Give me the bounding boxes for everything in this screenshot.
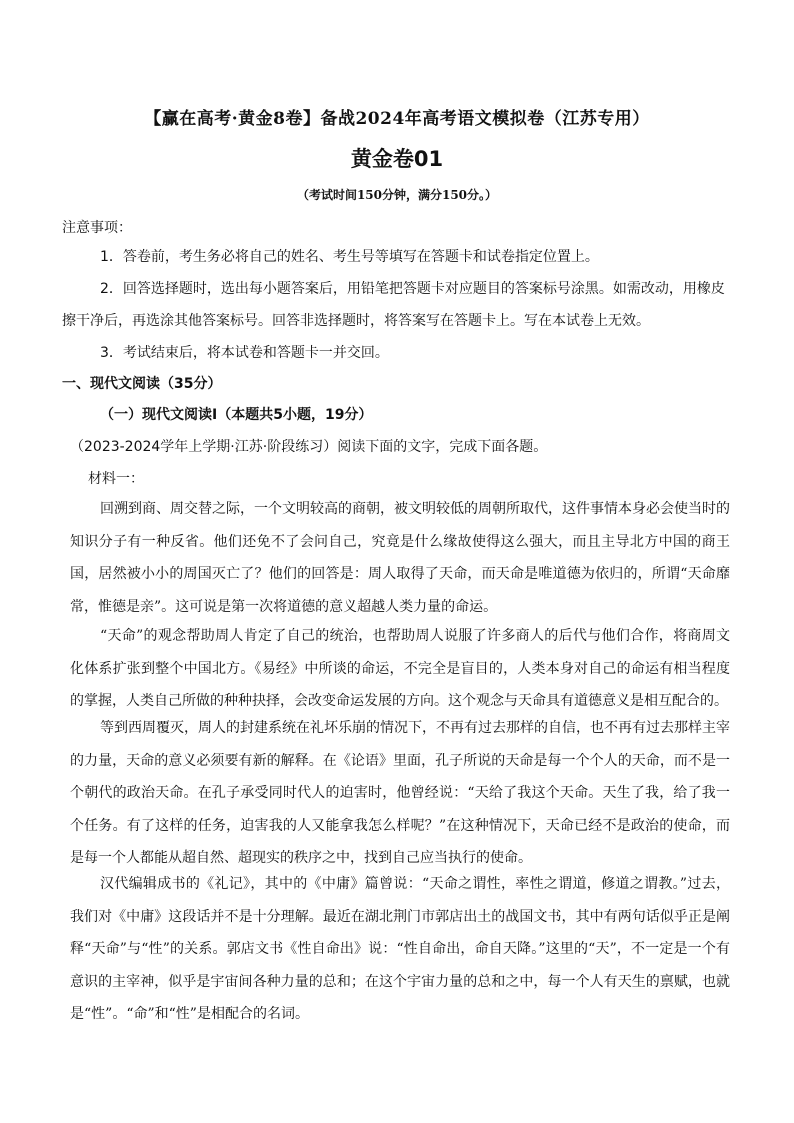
section-heading: 一、现代文阅读（35分）: [62, 376, 222, 392]
paper-title: 黄金卷01: [350, 147, 444, 171]
passage-paragraph-3: 等到西周覆灭，周人的封建系统在礼坏乐崩的情况下，不再有过去那样的自信，也不再有过去那样主宰的力量，天命的意义必须要有新的解释。在《论语》里面，孔子所说的天命是每一个个人的天命，而不是一个朝代的政治天命。在孔子承受同时代人的迫害时，他曾经说：“天给了我这个天命。天生了我，给了我一个任务。有了这样的任务，迫害我的人又能拿我怎么样呢？”在这种情况下，天命已经不是政治的使命，而是每一个人都能从超自然、超现实的秩序之中，找到自己应当执行的使命。: [70, 720, 730, 866]
notes-heading: 注意事项：: [62, 220, 132, 236]
passage-paragraph-1: 回溯到商、周交替之际，一个文明较高的商朝，被文明较低的周朝所取代，这件事情本身必会使当时的知识分子有一种反省。他们还免不了会问自己，究竟是什么缘故使得这么强大，而且主导北方中国的商王国，居然被小小的周国灭亡了？他们的回答是：周人取得了天命，而天命是唯道德为依归的，所谓“天命靡常，惟德是亲”。这可说是第一次将道德的意义超越人类力量的命运。: [70, 501, 730, 615]
material-heading: 材料一：: [88, 471, 144, 487]
note-item-3: 3．考试结束后，将本试卷和答题卡一并交回。: [100, 345, 389, 361]
exam-header-title: 【赢在高考·黄金8卷】备战2024年高考语文模拟卷（江苏专用）: [144, 109, 650, 129]
subsection-heading: （一）现代文阅读Ⅰ（本题共5小题，19分）: [100, 407, 373, 423]
exam-time-note: （考试时间150分钟，满分150分。）: [296, 188, 498, 202]
passage-paragraph-2: “天命”的观念帮助周人肯定了自己的统治，也帮助周人说服了许多商人的后代与他们合作，将商周文化体系扩张到整个中国北方。《易经》中所谈的命运，不完全是盲目的，人类本身对自己的命运有相当程度的掌握，人类自己所做的种种抉择，会改变命运发展的方向。这个观念与天命具有道德意义是相互配合的。: [70, 628, 730, 709]
note-item-2: 2．回答选择题时，选出每小题答案后，用铅笔把答题卡对应题目的答案标号涂黑。如需改动，用橡皮擦干净后，再选涂其他答案标号。回答非选择题时，将答案写在答题卡上。写在本试卷上无效。: [62, 281, 725, 329]
reading-instruction: （2023-2024学年上学期·江苏·阶段练习）阅读下面的文字，完成下面各题。: [70, 439, 548, 455]
passage-paragraph-4: 汉代编辑成书的《礼记》，其中的《中庸》篇曾说：“天命之谓性，率性之谓道，修道之谓教。”过去，我们对《中庸》这段话并不是十分理解。最近在湖北荆门市郭店出土的战国文书，其中有两句话似乎正是阐释“天命”与“性”的关系。郭店文书《性自命出》说：“性自命出，命自天降。”这里的“天”，不一定是一个有意识的主宰神，似乎是宇宙间各种力量的总和；在这个宇宙力量的总和之中，每一个人有天生的禀赋，也就是“性”。“命”和“性”是相配合的名词。: [70, 876, 730, 1022]
note-item-1: 1．答卷前，考生务必将自己的姓名、考生号等填写在答题卡和试卷指定位置上。: [100, 249, 599, 265]
